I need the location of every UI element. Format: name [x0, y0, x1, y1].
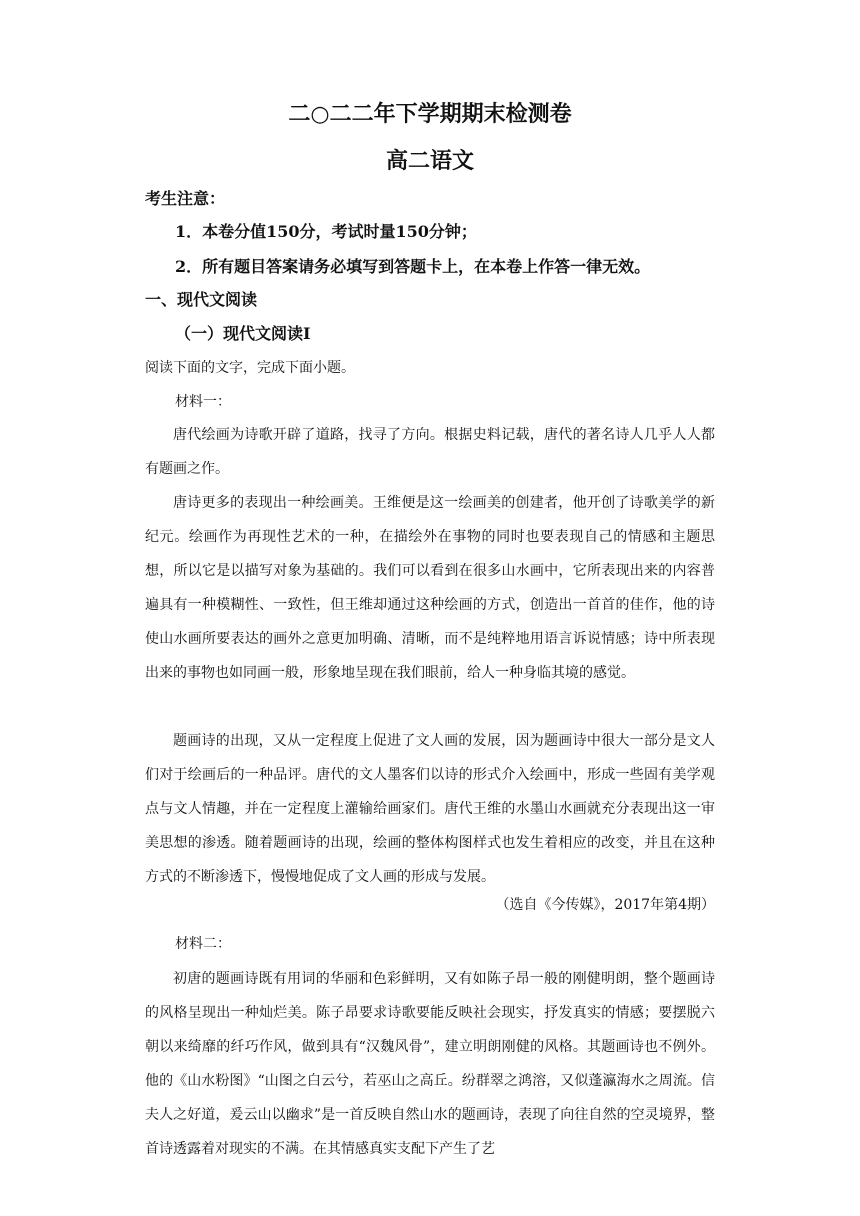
exam-subject: 高二语文	[385, 148, 474, 174]
material-1-label: 材料一：	[175, 394, 231, 410]
material-2-paragraph: 初唐的题画诗既有用词的华丽和色彩鲜明，又有如陈子昂一般的刚健明朗，整个题画诗的风格呈现出一种灿烂美。陈子昂要求诗歌要能反映社会现实，抒发真实的情感；要摆脱六朝以来绮靡的纤巧作风，做到具有“汉魏风骨”，建立明朗刚健的风格。其题画诗也不例外。他的《山水粉图》“山图之白云兮，若巫山之高丘。纷群翠之鸿溶，又似蓬瀛海水之周流。信夫人之好道，爰云山以幽求”是一首反映自然山水的题画诗，表现了向往自然的空灵境界，整首诗透露着对现实的不满。在其情感真实支配下产生了艺	[145, 971, 715, 1157]
material-2-label: 材料二：	[175, 936, 231, 952]
reading-instruction: 阅读下面的文字，完成下面小题。	[145, 360, 355, 376]
section-heading: 一、现代文阅读	[145, 290, 258, 309]
material-1-paragraph: 唐代绘画为诗歌开辟了道路，找寻了方向。根据史料记载，唐代的著名诗人几乎人人都有题画之作。	[145, 427, 715, 477]
notice-item-2: 2．所有题目答案请务必填写到答题卡上，在本卷上作答一律无效。	[175, 257, 651, 276]
material-1-source: （选自《今传媒》，2017年第4期）	[495, 897, 715, 913]
notice-item-1: 1．本卷分值150分，考试时量150分钟；	[175, 222, 477, 241]
notice-label: 考生注意：	[145, 189, 226, 208]
material-1-paragraph: 唐诗更多的表现出一种绘画美。王维便是这一绘画美的创建者，他开创了诗歌美学的新纪元。绘画作为再现性艺术的一种，在描绘外在事物的同时也要表现自己的情感和主题思想，所以它是以描写对象为基础的。我们可以看到在很多山水画中，它所表现出来的内容普遍具有一种模糊性、一致性，但王维却通过这种绘画的方式，创造出一首首的佳作，他的诗使山水画所要表达的画外之意更加明确、清晰，而不是纯粹地用语言诉说情感；诗中所表现出来的事物也如同画一般，形象地呈现在我们眼前，给人一种身临其境的感觉。	[145, 495, 715, 681]
exam-title: 二○二二年下学期期末检测卷	[288, 101, 572, 127]
subsection-heading: （一）现代文阅读I	[175, 324, 311, 343]
material-1-paragraph: 题画诗的出现，又从一定程度上促进了文人画的发展，因为题画诗中很大一部分是文人们对于绘画后的一种品评。唐代的文人墨客们以诗的形式介入绘画中，形成一些固有美学观点与文人情趣，并在一定程度上灌输给画家们。唐代王维的水墨山水画就充分表现出这一审美思想的渗透。随着题画诗的出现，绘画的整体构图样式也发生着相应的改变，并且在这种方式的不断渗透下，慢慢地促成了文人画的形成与发展。	[145, 733, 715, 885]
